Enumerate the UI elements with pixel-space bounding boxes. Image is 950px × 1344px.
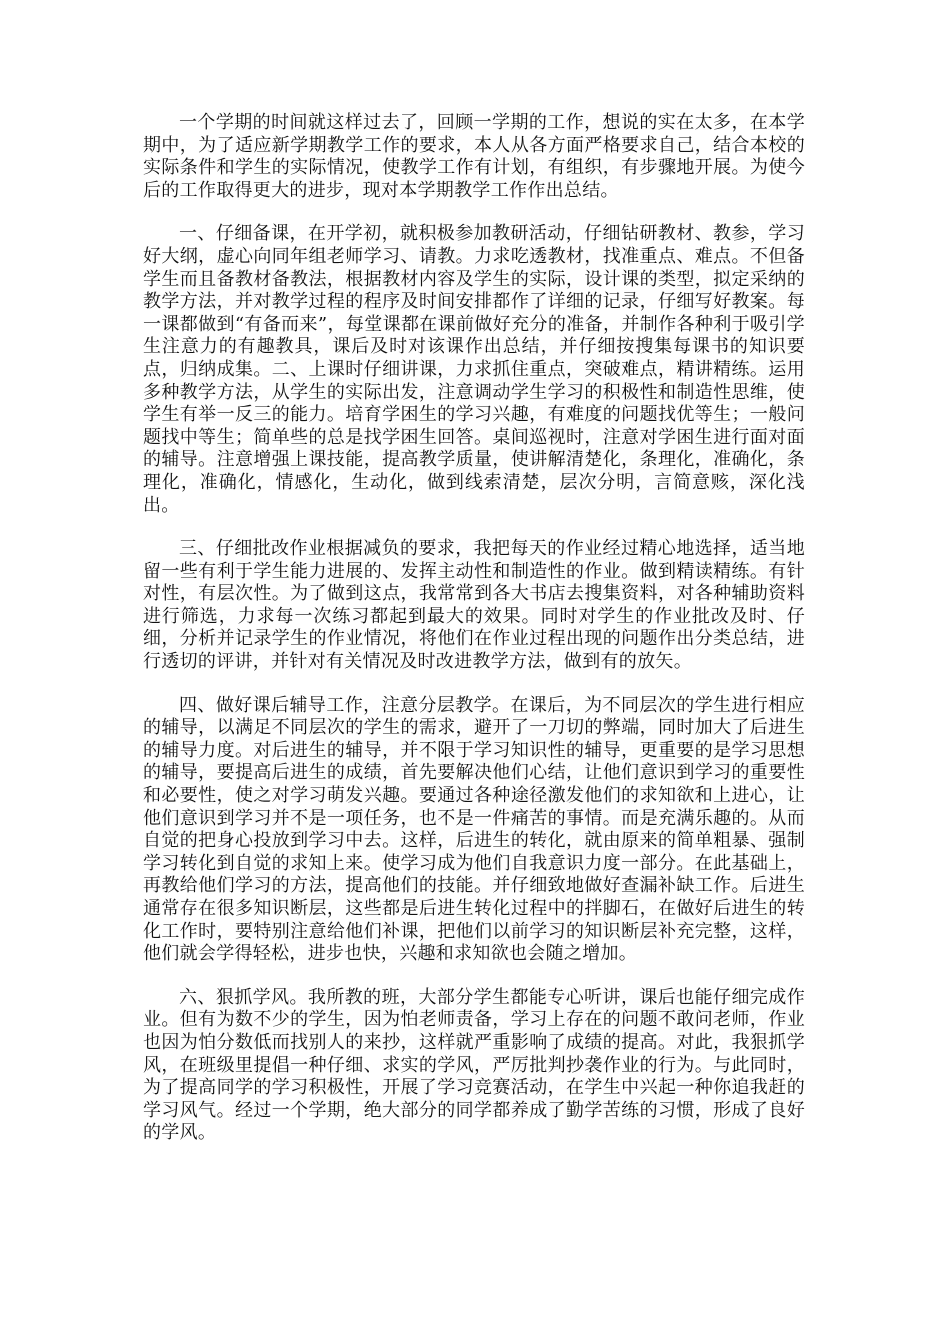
document-body bbox=[143, 112, 805, 1166]
paragraph-after-class-tutoring: 四、做好课后辅导工作，注意分层教学。在课后，为不同层次的学生进行相应的辅导，以满足不同层次的学生的需求，避开了一刀切的弊端，同时加大了后进生的辅导力度。对后进生的辅导，并不限于学习知识性的辅导，更重要的是学习思想的辅导，要提高后进生的成绩，首先要解决他们心结，让他们意识到学习的重要性和必要性，使之对学习萌发兴趣。要通过各种途径激发他们的求知欲和上进心，让他们意识到学习并不是一项任务，也不是一件痛苦的事情。而是充满乐趣的。从而自觉的把身心投放到学习中去。这样，后进生的转化，就由原来的简单粗暴、强制学习转化到自觉的求知上来。使学习成为他们自我意识力度一部分。在此基础上，再教给他们学习的方法，提高他们的技能。并仔细致地做好查漏补缺工作。后进生通常存在很多知识断层，这些都是后进生转化过程中的拌脚石，在做好后进生的转化工作时，要特别注意给他们补课，把他们以前学习的知识断层补充完整，这样，他们就会学得轻松，进步也快，兴趣和求知欲也会随之增加。 bbox=[143, 694, 805, 965]
paragraph-homework-correction: 三、仔细批改作业根据减负的要求，我把每天的作业经过精心地选择，适当地留一些有利于学生能力进展的、发挥主动性和制造性的作业。做到精读精练。有针对性，有层次性。为了做到这点，我常常到各大书店去搜集资料，对各种辅助资料进行筛选，力求每一次练习都起到最大的效果。同时对学生的作业批改及时、仔细，分析并记录学生的作业情况，将他们在作业过程出现的问题作出分类总结，进行透切的评讲，并针对有关情况及时改进教学方法，做到有的放矢。 bbox=[143, 538, 805, 673]
paragraph-study-style: 六、狠抓学风。我所教的班，大部分学生都能专心听讲，课后也能仔细完成作业。但有为数不少的学生，因为怕老师责备，学习上存在的问题不敢问老师，作业也因为怕分数低而找别人的来抄，这样就严重影响了成绩的提高。对此，我狠抓学风，在班级里提倡一种仔细、求实的学风，严厉批判抄袭作业的行为。与此同时，为了提高同学的学习积极性，开展了学习竞赛活动，在学生中兴起一种你追我赶的学习风气。经过一个学期，绝大部分的同学都养成了勤学苦练的习惯，形成了良好的学风。 bbox=[143, 986, 805, 1144]
paragraph-lesson-preparation: 一、仔细备课，在开学初，就积极参加教研活动，仔细钻研教材、教参，学习好大纲，虚心向同年组老师学习、请教。力求吃透教材，找准重点、难点。不但备学生而且备教材备教法，根据教材内容及学生的实际，设计课的类型，拟定采纳的教学方法，并对教学过程的程序及时间安排都作了详细的记录，仔细写好教案。每一课都做到“有备而来”，每堂课都在课前做好充分的准备，并制作各种利于吸引学生注意力的有趣教具，课后及时对该课作出总结，并仔细按搜集每课书的知识要点，归纳成集。二、上课时仔细讲课，力求抓住重点，突破难点，精讲精练。运用多种教学方法，从学生的实际出发，注意调动学生学习的积极性和制造性思维，使学生有举一反三的能力。培育学困生的学习兴趣，有难度的问题找优等生；一般问题找中等生；简单些的总是找学困生回答。桌间巡视时，注意对学困生进行面对面的辅导。注意增强上课技能，提高教学质量，使讲解清楚化，条理化，准确化，条理化，准确化，情感化，生动化，做到线索清楚，层次分明，言简意赅，深化浅出。 bbox=[143, 223, 805, 516]
paragraph-intro: 一个学期的时间就这样过去了，回顾一学期的工作，想说的实在太多，在本学期中，为了适应新学期教学工作的要求，本人从各方面严格要求自己，结合本校的实际条件和学生的实际情况，使教学工作有计划，有组织，有步骤地开展。为使今后的工作取得更大的进步，现对本学期教学工作作出总结。 bbox=[143, 112, 805, 201]
